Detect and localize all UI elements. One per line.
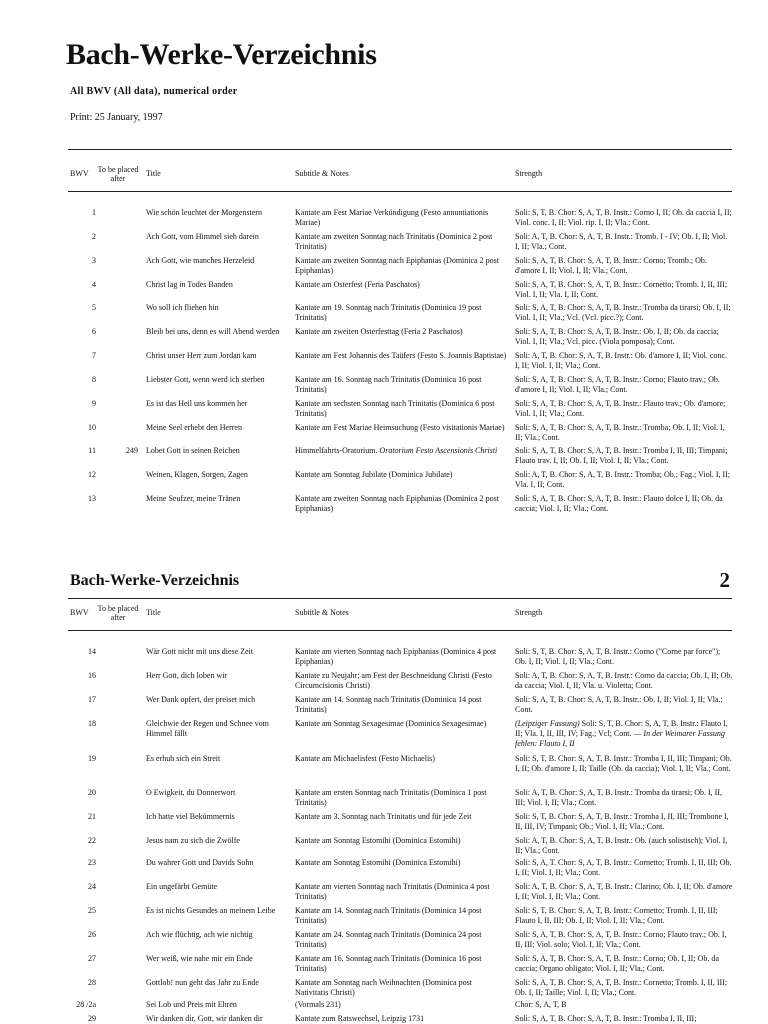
strength-main: Soli: S, A, T, B. Chor: S, A, T, B. Instr.: Tromba I, II, III; Timpani; Flauto trav. I, II; Ob. I, II; Viol. I, II; Vla.; Cont.	[515, 446, 728, 465]
notes-text: Himmelfahrts-Oratorium.	[295, 446, 378, 455]
bwv-number: 27	[88, 954, 96, 963]
notes-text: Kantate am 16. Sonntag nach Trinitatis (Dominica 16 post Trinitatis)	[295, 954, 482, 973]
bwv-number: 28	[88, 978, 96, 987]
subtitle-notes	[295, 788, 507, 808]
work-title: Es erhub sich ein Streit	[146, 754, 221, 763]
work-title: Ach wie flüchtig, ach wie nichtig	[146, 930, 253, 939]
subtitle-notes	[295, 256, 507, 276]
header-subtitle-notes: Subtitle & Notes	[295, 608, 349, 617]
strength-text	[515, 303, 733, 323]
notes-text: Kantate am zweiten Sonntag nach Trinitatis (Dominica 2 post Trinitatis)	[295, 232, 493, 251]
subtitle-notes	[295, 812, 507, 822]
work-title: Herr Gott, dich loben wir	[146, 671, 228, 680]
notes-text: Kantate am 14. Sonntag nach Trinitatis (Dominica 14 post Trinitatis)	[295, 906, 482, 925]
work-title: Meine Seel erhebt den Herren	[146, 423, 242, 432]
bwv-number: 3	[92, 256, 96, 265]
bwv-number: 25	[88, 906, 96, 915]
strength-text	[515, 647, 733, 667]
work-title: Ach Gott, vom Himmel sieh darein	[146, 232, 259, 241]
strength-main: Soli: S, A, T, B. Chor: S, A, T, B. Instr.: Corno; Tromb.; Ob. d'amore I, II; Viol. I, II; Vla.; Cont.	[515, 256, 707, 275]
work-title: Es ist das Heil uns kommen her	[146, 399, 248, 408]
notes-text: Kantate am Michaelisfest (Festo Michaelis)	[295, 754, 435, 763]
strength-text	[515, 327, 733, 347]
work-title: Wo soll ich fliehen hin	[146, 303, 219, 312]
notes-text: Kantate am 19. Sonntag nach Trinitatis (Dominica 19 post Trinitatis)	[295, 303, 482, 322]
strength-text	[515, 858, 733, 878]
strength-main: Soli: A, T, B. Chor: S, A, T, B. Instr.: Ob. (auch solistisch); Viol. I, II; Vla.; Cont.	[515, 836, 728, 855]
notes-text: Kantate am Fest Mariae Verkündigung (Festo annuntiationis Mariae)	[295, 208, 489, 227]
strength-main: Soli: S, A, T, B. Chor: S, A, T, B. Instr.: Tromba da tirarsi; Ob. I, II; Viol. I, II; Vla.; Vcl. (Vcl. picc.?); Cont.	[515, 303, 731, 322]
strength-text	[515, 836, 733, 856]
notes-text: Kantate am Fest Johannis des Taüfers (Festo S. Joannis Baptistae)	[295, 351, 507, 360]
notes-text: Kantate am zweiten Sonntag nach Epiphanias (Dominica 2 post Epiphanias)	[295, 494, 499, 513]
bwv-number: 2	[92, 232, 96, 241]
work-title: Wie schön leuchtet der Morgenstern	[146, 208, 262, 217]
strength-text	[515, 906, 733, 926]
document-title: Bach-Werke-Verzeichnis	[66, 38, 377, 71]
notes-text: Kantate am ersten Sonntag nach Trinitatis (Dominica 1 post Trinitatis)	[295, 788, 487, 807]
strength-main: Soli: A, T, B. Chor: S, A, T, B. Instr.: Corno da caccia; Ob. I, II; Ob. da caccia; Viol. I, II; Vla. u. Violetta; Cont.	[515, 671, 733, 690]
subtitle-notes	[295, 695, 507, 715]
work-title: Lobet Gott in seinen Reichen	[146, 446, 240, 455]
strength-main: Soli: S, T, B. Chor: S, A, T, B. Instr.: Corno I, II; Ob. da caccia I, II; Viol. conc. I, II; Viol. rip. I, II; Vla.; Cont.	[515, 208, 732, 227]
bwv-number: 13	[88, 494, 96, 503]
subtitle-notes	[295, 446, 507, 456]
subtitle-notes	[295, 719, 507, 729]
work-title: Gleichwie der Regen und Schnee vom Himmel fällt	[146, 719, 269, 738]
header-placed-after: To be placed after	[97, 165, 139, 183]
subtitle-notes	[295, 423, 507, 433]
bwv-number: 10	[88, 423, 96, 432]
subtitle-notes	[295, 327, 507, 337]
notes-text: Kantate am zweiten Sonntag nach Epiphanias (Dominica 2 post Epiphanias)	[295, 256, 499, 275]
work-title: Ich hatte viel Bekümmernis	[146, 812, 235, 821]
strength-text	[515, 1014, 733, 1024]
subtitle-notes	[295, 858, 507, 868]
strength-main: Soli: A, T, B. Chor: S, A, T, B. Instr.: Ob. d'amore I, II; Viol. conc. I, II; Viol. I, II; Vla.; Cont.	[515, 351, 727, 370]
header-bottom-rule	[68, 191, 732, 192]
strength-text	[515, 695, 733, 715]
strength-main: Soli: S, T, B. Chor: S, A, T, B. Instr.: Corno ("Corne par force"); Ob. I, II; Viol. I, II; Vla.; Cont.	[515, 647, 721, 666]
bwv-number: 22	[88, 836, 96, 845]
work-title: Christ unser Herr zum Jordan kam	[146, 351, 257, 360]
bwv-number: 28 /2a	[76, 1000, 96, 1009]
bwv-number: 1	[92, 208, 96, 217]
notes-text: Kantate am 16. Sonntag nach Trinitatis (Dominica 16 post Trinitatis)	[295, 375, 482, 394]
strength-text	[515, 812, 733, 832]
notes-text: Kantate am zweiten Osterfesttag (Feria 2 Paschatos)	[295, 327, 463, 336]
strength-main: Soli: S, T, B. Chor: S, A, T, B. Instr.: Flauto I, II; Vla. I, II, III, IV; Fag.; Vcl; Cont. —	[515, 719, 728, 738]
subtitle-notes	[295, 671, 507, 691]
strength-main: Soli: S, A, T, B. Chor: S, A, T, B. Instr.: Flauto dolce I, II; Ob. da caccia; Viol. I, II; Vla.; Cont.	[515, 494, 723, 513]
notes-text: Kantate zu Neujahr; am Fest der Beschneidung Christi (Festo Circumcisionis Christi)	[295, 671, 492, 690]
work-title: Jesus nam zu sich die Zwölfe	[146, 836, 240, 845]
notes-text: Kantate am 3. Sonntag nach Trinitatis und für jede Zeit	[295, 812, 472, 821]
work-title: Wir danken dir, Gott, wir danken dir	[146, 1014, 263, 1023]
strength-text	[515, 882, 733, 902]
bwv-number: 16	[88, 671, 96, 680]
bwv-number: 4	[92, 280, 96, 289]
header-bwv: BWV	[70, 608, 89, 617]
work-title: Wer Dank opfert, der preiset mich	[146, 695, 256, 704]
strength-main: Soli: A, T, B. Chor: S, A, T, B. Instr.: Tromba; Ob.; Fag.; Viol. I, II; Vla. I, II; Cont.	[515, 470, 731, 489]
notes-text: Kantate am vierten Sonntag nach Epiphanias (Dominica 4 post Epiphanias)	[295, 647, 497, 666]
header-subtitle-notes: Subtitle & Notes	[295, 169, 349, 178]
header-bwv: BWV	[70, 169, 89, 178]
strength-main: Soli: A, T, B. Chor: S, A, T, B. Instr.: Tromba da tirarsi; Ob. I, II, III; Viol. I, II; Vla.; Cont.	[515, 788, 722, 807]
header-top-rule	[68, 149, 732, 150]
bwv-number: 18	[88, 719, 96, 728]
notes-text: Kantate am Sonntag Sexagesimae (Dominica Sexagesimae)	[295, 719, 487, 728]
strength-main: Soli: S, T, B. Chor: S, A, T, B. Instr.: Tromba I, II, III; Timpani; Ob. I, II; Ob. d'amore I, II; Taille (Ob. da caccia); Viol. I, II; Vla.; Cont.	[515, 754, 732, 773]
work-title: Gottlob! nun geht das Jahr zu Ende	[146, 978, 259, 987]
subtitle-notes	[295, 1014, 507, 1024]
subtitle-notes	[295, 399, 507, 419]
header-title: Title	[146, 169, 161, 178]
subtitle-notes	[295, 303, 507, 323]
strength-main: Soli: S, T, B. Chor: S, A, T, B. Instr.: Cornetto; Tromb. I, II, III; Flauto I, II, III; Ob. I, II; Viol. I, II; Vla.; Cont.	[515, 906, 718, 925]
strength-text	[515, 719, 733, 749]
notes-text: Kantate am 14. Sonntag nach Trinitatis (Dominica 14 post Trinitatis)	[295, 695, 482, 714]
subtitle-notes	[295, 754, 507, 764]
work-title: Meine Seufzer, meine Tränen	[146, 494, 241, 503]
strength-main: Soli: S, A, T, B. Chor: S, A, T, B. Instr.: Corno; Flauto trav.; Ob. d'amore I, II; Viol. I, II; Vla.; Cont.	[515, 375, 720, 394]
work-title: Ein ungefärbt Gemüte	[146, 882, 218, 891]
strength-main: Soli: S, A, T, B. Chor: S, A, T, B. Instr.: Cornetto; Tromb. I, II, III; Ob. I, II; Taille; Viol. I, II; Vla.; Cont.	[515, 978, 728, 997]
subtitle-notes	[295, 351, 507, 361]
page2-header-bottom-rule	[68, 630, 732, 631]
work-title: Wer weiß, wie nahe mir ein Ende	[146, 954, 253, 963]
work-title: Du wahrer Gott und Davids Sohn	[146, 858, 254, 867]
notes-text: Kantate zum Ratswechsel, Leipzig 1731	[295, 1014, 425, 1023]
bwv-number: 5	[92, 303, 96, 312]
bwv-number: 20	[88, 788, 96, 797]
strength-text	[515, 446, 733, 466]
strength-main: Soli: A, T, B. Chor: S, A, T, B. Instr.: Tromb. I - IV; Ob. I, II; Viol. I, II; Vla.; Cont.	[515, 232, 728, 251]
work-title: Es ist nichts Gesundes an meinem Leibe	[146, 906, 276, 915]
notes-text: Kantate am sechsten Sonntag nach Trinitatis (Dominica 6 post Trinitatis)	[295, 399, 495, 418]
subtitle-notes	[295, 375, 507, 395]
strength-italic-post: In der Weimarer Fassung fehlen: Flauto I, II	[515, 729, 725, 748]
bwv-number: 24	[88, 882, 96, 891]
bwv-number: 14	[88, 647, 96, 656]
subtitle-notes	[295, 978, 507, 998]
strength-main: Soli: S, A, T, B. Chor: S, A, T, B. Instr.: Flauto trav.; Ob. d'amore; Viol. I, II; Vla.; Cont.	[515, 399, 726, 418]
work-title: Christ lag in Todes Banden	[146, 280, 233, 289]
strength-text	[515, 256, 733, 276]
page2-header-top-rule	[68, 598, 732, 599]
subtitle-notes	[295, 280, 507, 290]
strength-text	[515, 232, 733, 252]
subtitle-notes	[295, 232, 507, 252]
strength-text	[515, 208, 733, 228]
print-date: Print: 25 January, 1997	[70, 112, 163, 123]
strength-main: Soli: S, A, T, B. Chor: S, A, T, B. Instr.: Corno; Ob. I, II; Ob. da caccia; Organo obligato; Viol. I, II; Vla.; Cont.	[515, 954, 719, 973]
strength-main: Soli: S, A, T, B. Chor: S, A, T, B. Instr.: Ob. I, II; Viol. I, II; Vla.; Cont.	[515, 695, 723, 714]
subtitle-notes	[295, 208, 507, 228]
bwv-number: 29	[88, 1014, 96, 1023]
strength-text	[515, 375, 733, 395]
strength-text	[515, 954, 733, 974]
strength-main: Soli: S, A, T. Chor: S, A, T, B. Instr.: Cornetto; Tromb. I, II, III; Ob. I, II; Viol. I, II; Vla.; Cont.	[515, 858, 732, 877]
strength-text	[515, 423, 733, 443]
strength-text	[515, 1000, 733, 1010]
strength-main: Chor: S, A, T, B	[515, 1000, 567, 1009]
strength-main: Soli: S, A, T, B. Chor: S, A, T, B. Instr.: Ob. I, II; Ob. da caccia; Viol. I, II; Vla.; Vcl. picc. (Viola pomposa); Cont.	[515, 327, 719, 346]
strength-text	[515, 470, 733, 490]
bwv-number: 17	[88, 695, 96, 704]
bwv-number: 11	[88, 446, 96, 455]
notes-italic-text: Oratorium Festo Ascensionis Christi	[379, 446, 498, 455]
strength-text	[515, 671, 733, 691]
strength-text	[515, 280, 733, 300]
subtitle-notes	[295, 930, 507, 950]
work-title: Weinen, Klagen, Sorgen, Zagen	[146, 470, 248, 479]
subtitle-notes	[295, 1000, 507, 1010]
strength-italic-pre: (Leipziger Fassung)	[515, 719, 580, 728]
subtitle-notes	[295, 882, 507, 902]
strength-main: Soli: S, T, B. Chor: S, A, T, B. Instr.: Tromba I, II, III; Trombone I, II, III, IV; Timpani; Ob.; Viol. I, II; Vla.; Cont.	[515, 812, 729, 831]
notes-text: Kantate am Sonntag Estomihi (Dominica Estomihi)	[295, 836, 461, 845]
strength-main: Soli: S, A, T, B. Chor: S, A, T, B. Instr.: Corno; Flauto trav.; Ob. I, II, III; Viol. solo; Viol. I, II; Vla.; Cont.	[515, 930, 727, 949]
header-placed-after: To be placed after	[97, 604, 139, 622]
header-title: Title	[146, 608, 161, 617]
strength-main: Soli: S, A, T, B. Chor: S, A, T, B. Instr.: Tromba I, II, III;	[515, 1014, 697, 1023]
notes-text: Kantate am Osterfest (Feria Paschatos)	[295, 280, 420, 289]
page2-running-title: Bach-Werke-Verzeichnis	[70, 572, 240, 589]
work-title: Ach Gott, wie manches Herzeleid	[146, 256, 255, 265]
placed-after-number: 249	[126, 446, 138, 455]
bwv-number: 9	[92, 399, 96, 408]
subtitle-notes	[295, 954, 507, 974]
strength-text	[515, 788, 733, 808]
work-title: O Ewigkeit, du Donnerwort	[146, 788, 236, 797]
notes-text: Kantate am Sonntag Estomihi (Dominica Estomihi)	[295, 858, 461, 867]
bwv-number: 8	[92, 375, 96, 384]
header-strength: Strength	[515, 608, 543, 617]
work-title: Bleib bei uns, denn es will Abend werden	[146, 327, 280, 336]
strength-main: Soli: S, A, T, B. Chor: S, A, T, B. Instr.: Cornetto; Tromb. I, II, III; Viol. I, II; Vla. I, II; Cont.	[515, 280, 728, 299]
notes-text: Kantate am 24. Sonntag nach Trinitatis (Dominica 24 post Trinitatis)	[295, 930, 482, 949]
strength-text	[515, 399, 733, 419]
strength-text	[515, 754, 733, 774]
subtitle-notes	[295, 470, 507, 480]
notes-text: Kantate am Fest Mariae Heimsuchung (Festo visitationis Mariae)	[295, 423, 505, 432]
notes-text: Kantate am Sonntag nach Weihnachten (Dominica post Nativitatis Christi)	[295, 978, 472, 997]
subtitle-notes	[295, 494, 507, 514]
notes-text: Kantate am vierten Sonntag nach Trinitatis (Dominica 4 post Trinitatis)	[295, 882, 490, 901]
notes-text: Kantate am Sonntag Jubilate (Dominica Jubilate)	[295, 470, 453, 479]
bwv-number: 6	[92, 327, 96, 336]
work-title: Wär Gott nicht mit uns diese Zeit	[146, 647, 254, 656]
bwv-number: 23	[88, 858, 96, 867]
notes-text: (Vormals 231)	[295, 1000, 341, 1009]
bwv-number: 12	[88, 470, 96, 479]
subtitle-notes	[295, 836, 507, 846]
header-strength: Strength	[515, 169, 543, 178]
strength-text	[515, 494, 733, 514]
work-title: Liebster Gott, wenn werd ich sterben	[146, 375, 265, 384]
strength-text	[515, 930, 733, 950]
document-subtitle: All BWV (All data), numerical order	[70, 86, 238, 97]
page-number: 2	[719, 568, 730, 592]
bwv-number: 21	[88, 812, 96, 821]
strength-main: Soli: A, T, B. Chor: S, A, T, B. Instr.: Clarino; Ob. I, II; Ob. d'amore I, II; Viol. I, II; Vla.; Cont.	[515, 882, 733, 901]
strength-text	[515, 351, 733, 371]
bwv-number: 7	[92, 351, 96, 360]
work-title: Sei Lob und Preis mit Ehren	[146, 1000, 237, 1009]
strength-text	[515, 978, 733, 998]
strength-main: Soli: S, A, T, B. Chor: S, A, T, B. Instr.: Tromba; Ob. I, II; Viol. I, II; Vla.; Cont.	[515, 423, 725, 442]
subtitle-notes	[295, 647, 507, 667]
subtitle-notes	[295, 906, 507, 926]
bwv-number: 26	[88, 930, 96, 939]
bwv-number: 19	[88, 754, 96, 763]
